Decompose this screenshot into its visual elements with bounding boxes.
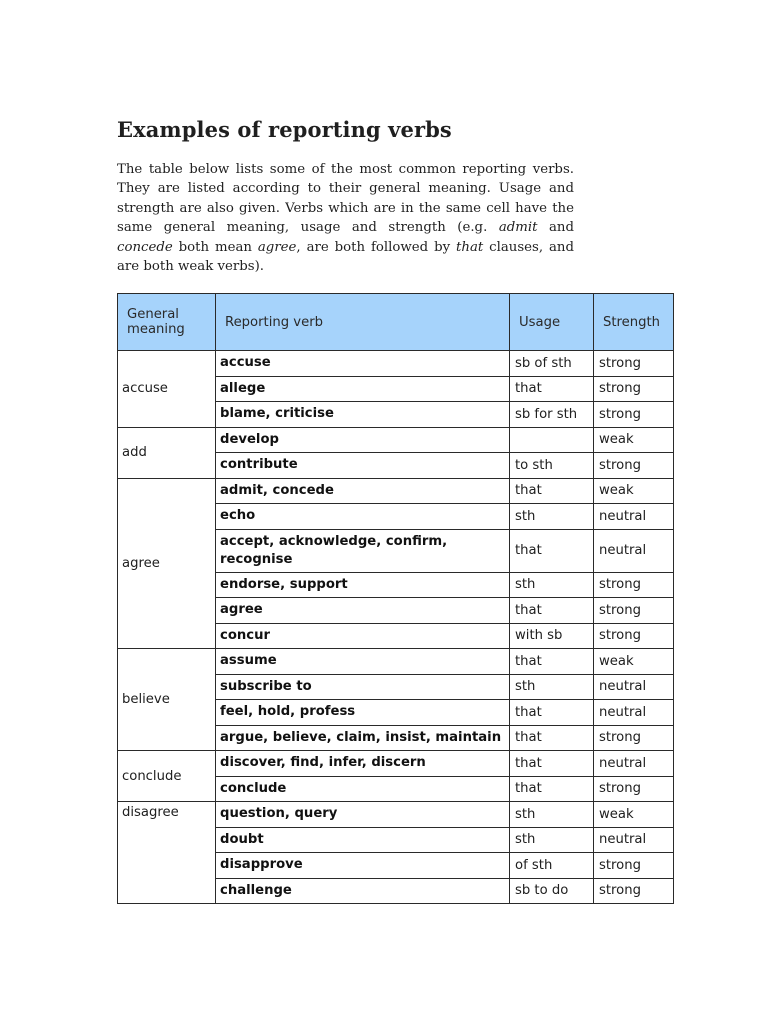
usage-cell: of sth	[510, 853, 594, 879]
reporting-verb-cell: conclude	[216, 776, 510, 802]
usage-cell: sb of sth	[510, 351, 594, 377]
table-row	[118, 351, 674, 377]
table-body	[118, 351, 674, 904]
usage-cell: sth	[510, 572, 594, 598]
reporting-verb-cell: blame, criticise	[216, 402, 510, 428]
intro-example-that: that	[456, 239, 484, 255]
usage-cell: that	[510, 649, 594, 675]
usage-cell: sth	[510, 802, 594, 828]
intro-text: clauses, and are both weak verbs).	[117, 239, 574, 275]
strength-cell: weak	[594, 649, 674, 675]
reporting-verb-cell: agree	[216, 598, 510, 624]
usage-cell: that	[510, 776, 594, 802]
usage-cell: that	[510, 478, 594, 504]
intro-text: both mean	[172, 239, 258, 255]
reporting-verb-cell: doubt	[216, 827, 510, 853]
usage-cell: that	[510, 725, 594, 751]
strength-cell: strong	[594, 402, 674, 428]
table-row	[118, 802, 674, 828]
reporting-verb-cell: endorse, support	[216, 572, 510, 598]
general-meaning-cell: disagree	[118, 802, 216, 904]
usage-cell: sb for sth	[510, 402, 594, 428]
header-usage: Usage	[510, 294, 594, 351]
strength-cell: weak	[594, 478, 674, 504]
usage-cell: that	[510, 598, 594, 624]
strength-cell: strong	[594, 853, 674, 879]
usage-cell: that	[510, 376, 594, 402]
intro-paragraph	[117, 160, 574, 276]
strength-cell: neutral	[594, 674, 674, 700]
reporting-verb-cell: admit, concede	[216, 478, 510, 504]
strength-cell: strong	[594, 572, 674, 598]
reporting-verb-cell: allege	[216, 376, 510, 402]
usage-cell: that	[510, 751, 594, 777]
strength-cell: weak	[594, 427, 674, 453]
intro-example-agree: agree	[257, 239, 297, 255]
reporting-verb-cell: accuse	[216, 351, 510, 377]
strength-cell: strong	[594, 725, 674, 751]
intro-text: The table below lists some of the most common reporting verbs. They are listed according to their general meaning. Usage and strength are also given. Verbs which are in the same cell have the same general meaning, usage and strength (e.g.	[117, 162, 574, 236]
reporting-verb-cell: feel, hold, profess	[216, 700, 510, 726]
usage-cell: sth	[510, 504, 594, 530]
usage-cell: to sth	[510, 453, 594, 479]
strength-cell: strong	[594, 776, 674, 802]
intro-example-concede: concede	[117, 239, 173, 255]
strength-cell: strong	[594, 623, 674, 649]
usage-cell: sth	[510, 827, 594, 853]
reporting-verb-cell: disapprove	[216, 853, 510, 879]
strength-cell: neutral	[594, 700, 674, 726]
general-meaning-cell: accuse	[118, 351, 216, 428]
intro-example-admit: admit	[498, 220, 538, 236]
usage-cell	[510, 427, 594, 453]
general-meaning-cell: believe	[118, 649, 216, 751]
reporting-verb-cell: accept, acknowledge, confirm, recognise	[216, 529, 510, 572]
strength-cell: neutral	[594, 529, 674, 572]
reporting-verbs-table	[117, 293, 674, 904]
strength-cell: strong	[594, 376, 674, 402]
general-meaning-cell: agree	[118, 478, 216, 649]
table-row	[118, 751, 674, 777]
usage-cell: with sb	[510, 623, 594, 649]
reporting-verb-cell: contribute	[216, 453, 510, 479]
header-reporting-verb: Reporting verb	[216, 294, 510, 351]
header-strength: Strength	[594, 294, 674, 351]
reporting-verb-cell: assume	[216, 649, 510, 675]
reporting-verb-cell: question, query	[216, 802, 510, 828]
reporting-verb-cell: concur	[216, 623, 510, 649]
reporting-verb-cell: argue, believe, claim, insist, maintain	[216, 725, 510, 751]
strength-cell: neutral	[594, 827, 674, 853]
table-header-row	[118, 294, 674, 351]
reporting-verb-cell: echo	[216, 504, 510, 530]
table-row	[118, 427, 674, 453]
strength-cell: weak	[594, 802, 674, 828]
general-meaning-cell: conclude	[118, 751, 216, 802]
usage-cell: that	[510, 700, 594, 726]
usage-cell: that	[510, 529, 594, 572]
page-title: Examples of reporting verbs	[117, 117, 452, 142]
reporting-verb-cell: develop	[216, 427, 510, 453]
intro-text: , are both followed by	[296, 239, 457, 255]
reporting-verb-cell: discover, find, infer, discern	[216, 751, 510, 777]
table-row	[118, 649, 674, 675]
strength-cell: strong	[594, 878, 674, 904]
strength-cell: neutral	[594, 504, 674, 530]
strength-cell: strong	[594, 351, 674, 377]
reporting-verb-cell: subscribe to	[216, 674, 510, 700]
usage-cell: sb to do	[510, 878, 594, 904]
table-row	[118, 478, 674, 504]
general-meaning-cell: add	[118, 427, 216, 478]
strength-cell: neutral	[594, 751, 674, 777]
intro-text: and	[537, 220, 574, 236]
strength-cell: strong	[594, 453, 674, 479]
header-general-meaning: General meaning	[118, 294, 216, 351]
reporting-verb-cell: challenge	[216, 878, 510, 904]
usage-cell: sth	[510, 674, 594, 700]
strength-cell: strong	[594, 598, 674, 624]
